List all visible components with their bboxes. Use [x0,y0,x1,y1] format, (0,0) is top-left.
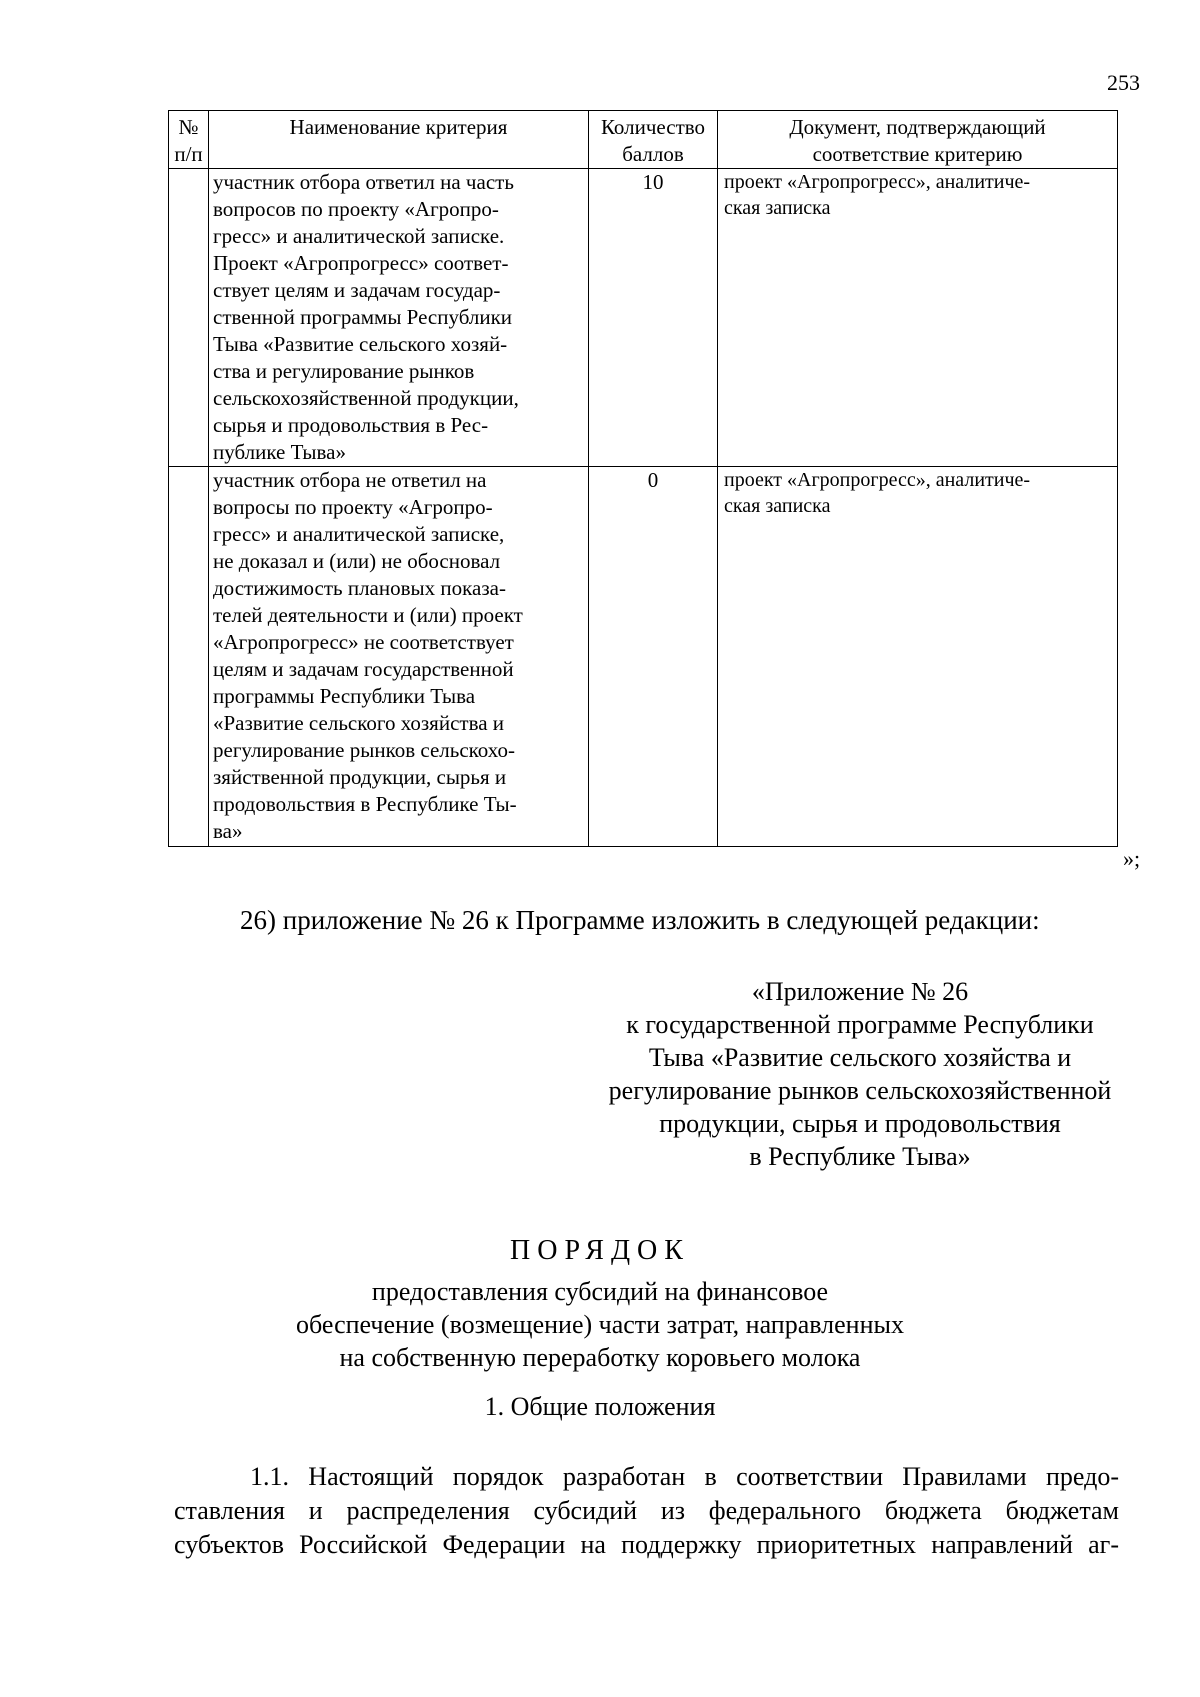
criterion-name-cell: участник отбора ответил на часть вопросов по проекту «Агропро- гресс» и аналитической записке. Проект «Агропрогресс» соответ- ствует целям и задачам государ- ственной программы Республики Тыва «Развитие сельского хозяй- ства и регулирование рынков сельскохозяйственной продукции, сырья и продовольствия в Рес- публике Тыва» [209,169,589,467]
header-score: Количество баллов [589,111,718,169]
criteria-table [168,110,1118,847]
page-number: 253 [1107,70,1140,95]
document-cell: проект «Агропрогресс», аналитиче- ская записка [718,467,1118,847]
table-row [169,169,1118,467]
table-header-row [169,111,1118,169]
appendix-line: к государственной программе Республики [626,1010,1094,1039]
appendix-header [580,975,1140,1173]
row-num-cell [169,467,209,847]
appendix-line: продукции, сырья и продовольствия [659,1109,1061,1138]
document-subtitle: предоставления субсидий на финансовое обеспечение (возмещение) части затрат, направленных на собственную переработку коровьего молока [296,1277,904,1372]
header-name: Наименование критерия [209,111,589,169]
table-closing-mark: »; [1123,846,1141,871]
score-cell: 10 [589,169,718,467]
header-doc: Документ, подтверждающий соответствие критерию [718,111,1118,169]
section-heading: 1. Общие положения [484,1392,716,1421]
row-num-cell [169,169,209,467]
document-cell: проект «Агропрогресс», аналитиче- ская записка [718,169,1118,467]
appendix-line: Тыва «Развитие сельского хозяйства и [648,1043,1072,1072]
appendix-line: в Республике Тыва» [749,1142,971,1171]
paragraph-line: субъектов Российской Федерации на поддержку приоритетных направлений аг- [174,1530,1119,1559]
criterion-name-cell: участник отбора не ответил на вопросы по проекту «Агропро- гресс» и аналитической записке, не доказал и (или) не обосновал достижимость плановых показа- телей деятельности и (или) проект «Агропрогресс» не соответствует целям и задачам государственной программы Республики Тыва «Развитие сельского хозяйства и регулирование рынков сельскохо- зяйственной продукции, сырья и продовольствия в Республике Ты- ва» [209,467,589,847]
score-cell: 0 [589,467,718,847]
table-row [169,467,1118,847]
paragraph-line: 1.1. Настоящий порядок разработан в соответствии Правилами предо- [250,1462,1119,1491]
body-paragraph [174,1460,1119,1562]
appendix-line: «Приложение № 26 [751,977,969,1006]
paragraph-line: ставления и распределения субсидий из федерального бюджета бюджетам [174,1496,1119,1525]
document-title: ПОРЯДОК [510,1235,690,1266]
appendix-line: регулирование рынков сельскохозяйственной [608,1076,1112,1105]
amendment-text: 26) приложение № 26 к Программе изложить в следующей редакции: [240,905,1040,935]
header-num: № п/п [169,111,209,169]
